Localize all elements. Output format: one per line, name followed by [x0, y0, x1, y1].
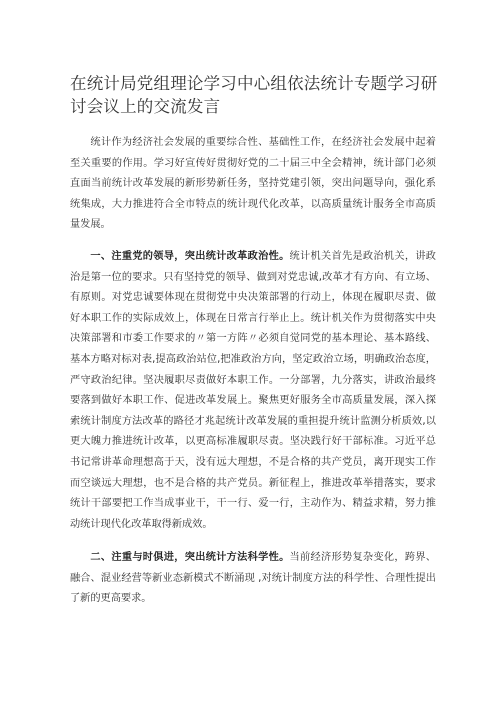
- intro-paragraph: 统计作为经济社会发展的重要综合性、基础性工作，在经济社会发展中起着至关重要的作用。学习好宣传好贯彻好党的二十届三中全会精神，统计部门必须直面当前统计改革发展的新形势新任务，坚持党建引领，突出问题导向，强化系统集成，大力推进符合全市特点的统计现代化改革，以高质量统计服务全市高质量发展。: [70, 137, 436, 231]
- section-1-heading: 一、注重党的领导，突出统计改革政治性。: [90, 250, 290, 262]
- section-1-paragraph: [70, 247, 436, 535]
- section-2-heading: 二、注重与时俱进，突出统计方法科学性。: [90, 552, 290, 564]
- document-body: [70, 133, 436, 610]
- section-2-text: 当前经济形势复杂变化，跨界、融合、混业经营等新业态新模式不断涌现 ,对统计制度方法的科学性、合理性提出了新的更高要求。: [70, 552, 436, 605]
- document-title: 在统计局党组理论学习中心组依法统计专题学习研讨会议上的交流发言: [70, 74, 438, 116]
- section-1-text: 统计机关首先是政治机关，讲政治是第一位的要求。只有坚持党的领导、做到对党忠诚,改革才有方向、有立场、有原则。对党忠诚要体现在贯彻党中央决策部署的行动上，体现在履职尽责、做好本职工作的实际成效上，体现在日常言行举止上。统计机关作为贯彻落实中央决策部署和市委工作要求的〃第一方阵〃必须自觉同党的基本理论、基本路线、基本方略对标对表,提高政治站位,把准政治方向，坚定政治立场，明确政治态度，严守政治纪律。坚决履职尽责做好本职工作。一分部署，九分落实，讲政治最终要落到做好本职工作、促进改革发展上。聚焦更好服务全市高质量发展，深入探索统计制度方法改革的路径才兆起统计改革发展的重担提升统计监测分析质效,以更大魄力推进统计改革，以更高标准履职尽责。坚决践行好干部标准。习近平总书记常讲革命理想高于天，没有远大理想，不是合格的共产党员，离开现实工作而空谈远大理想，也不是合格的共产党员。新征程上，推进改革举措落实，要求统计干部要把工作当成事业干，干一行、爱一行，主动作为、精益求精，努力推动统计现代化改革取得新成效。: [70, 250, 436, 530]
- section-2-paragraph: [70, 548, 436, 610]
